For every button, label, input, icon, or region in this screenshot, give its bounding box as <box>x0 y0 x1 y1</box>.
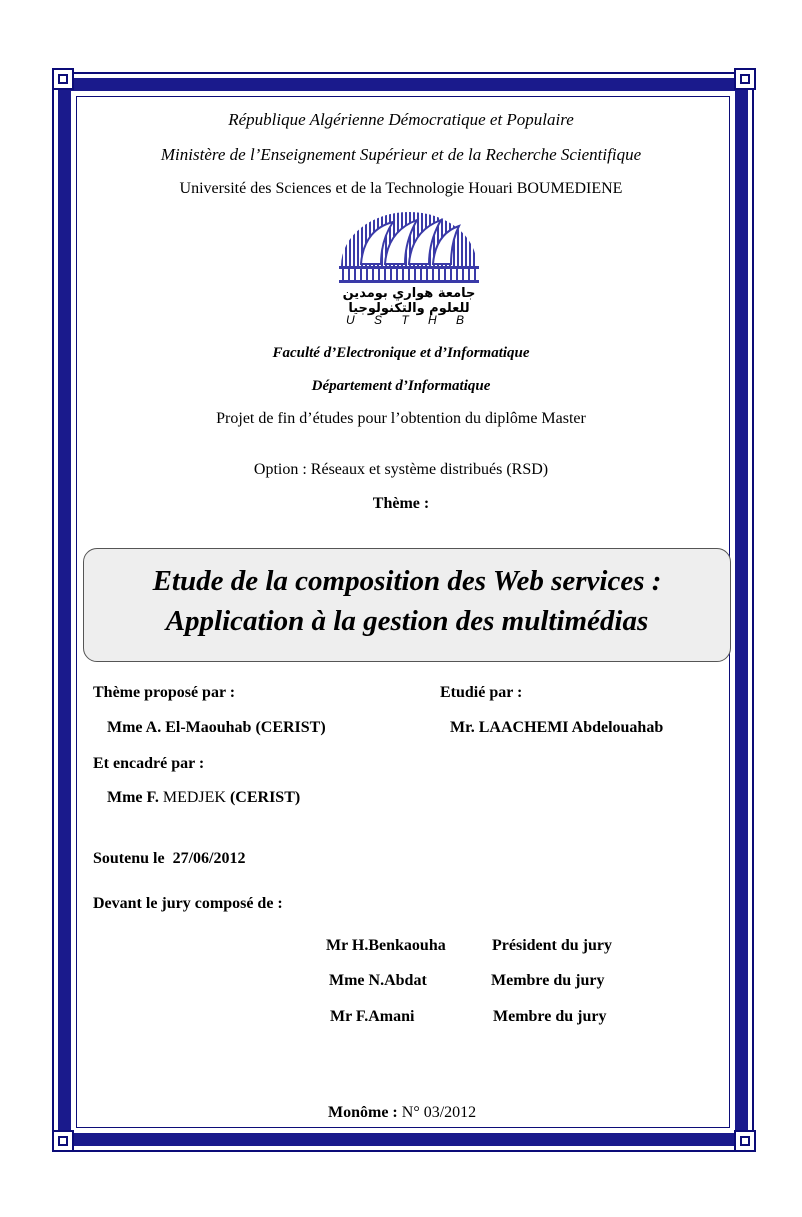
logo-latin: U S T H B <box>345 313 473 326</box>
ministry-line: Ministère de l’Enseignement Supérieur et de la Recherche Scientifique <box>160 145 642 164</box>
defense-date <box>93 850 245 868</box>
jury-member-name: Mme N.Abdat <box>329 972 427 989</box>
thesis-title-line2: Application à la gestion des multimédias <box>165 605 649 637</box>
studied-label: Etudié par : <box>440 684 523 701</box>
jury-label: Devant le jury composé de : <box>93 895 283 912</box>
university-line: Université des Sciences et de la Technologie Houari BOUMEDIENE <box>179 180 623 197</box>
jury-member-name: Mr F.Amani <box>330 1008 415 1025</box>
frame-corner-bottom-right <box>734 1130 756 1152</box>
republic-line: République Algérienne Démocratique et Populaire <box>228 110 574 129</box>
thesis-title-box <box>83 548 731 662</box>
theme-label: Thème : <box>372 495 430 512</box>
frame-corner-top-left <box>52 68 74 90</box>
monome-label: Monôme : <box>328 1104 398 1121</box>
thesis-title-line1: Etude de la composition des Web services : <box>152 565 662 597</box>
frame-corner-top-right <box>734 68 756 90</box>
project-line: Projet de fin d’études pour l’obtention du diplôme Master <box>216 410 586 427</box>
usthb-logo-emblem <box>333 208 485 326</box>
supervised-label: Et encadré par : <box>93 755 205 772</box>
supervisor-surname: MEDJEK <box>162 789 226 806</box>
logo-arabic-line2: للعلوم والتكنولوجيا <box>348 301 470 316</box>
jury-member-role: Membre du jury <box>491 972 605 989</box>
department-line: Département d’Informatique <box>311 378 491 394</box>
defense-label: Soutenu le <box>93 850 165 867</box>
monome-number: N° 03/2012 <box>401 1104 477 1121</box>
proposed-name: Mme A. El-Maouhab (CERIST) <box>107 719 326 736</box>
faculty-line: Faculté d’Electronique et d’Informatique <box>272 345 530 361</box>
studied-name: Mr. LAACHEMI Abdelouahab <box>450 719 664 736</box>
jury-member-role: Président du jury <box>492 937 612 954</box>
defense-date-value: 27/06/2012 <box>172 850 246 867</box>
jury-member-name: Mr H.Benkaouha <box>326 937 446 954</box>
frame-corner-bottom-left <box>52 1130 74 1152</box>
logo-arabic-line1: جامعة هواري بومدين <box>342 286 476 301</box>
jury-member-role: Membre du jury <box>493 1008 607 1025</box>
usthb-logo <box>333 208 485 326</box>
option-line: Option : Réseaux et système distribués (RSD) <box>253 461 549 478</box>
supervisor <box>107 789 300 807</box>
supervisor-org: (CERIST) <box>229 789 301 806</box>
proposed-label: Thème proposé par : <box>93 684 236 701</box>
supervisor-prefix: Mme F. <box>107 789 159 806</box>
monome <box>328 1104 476 1122</box>
